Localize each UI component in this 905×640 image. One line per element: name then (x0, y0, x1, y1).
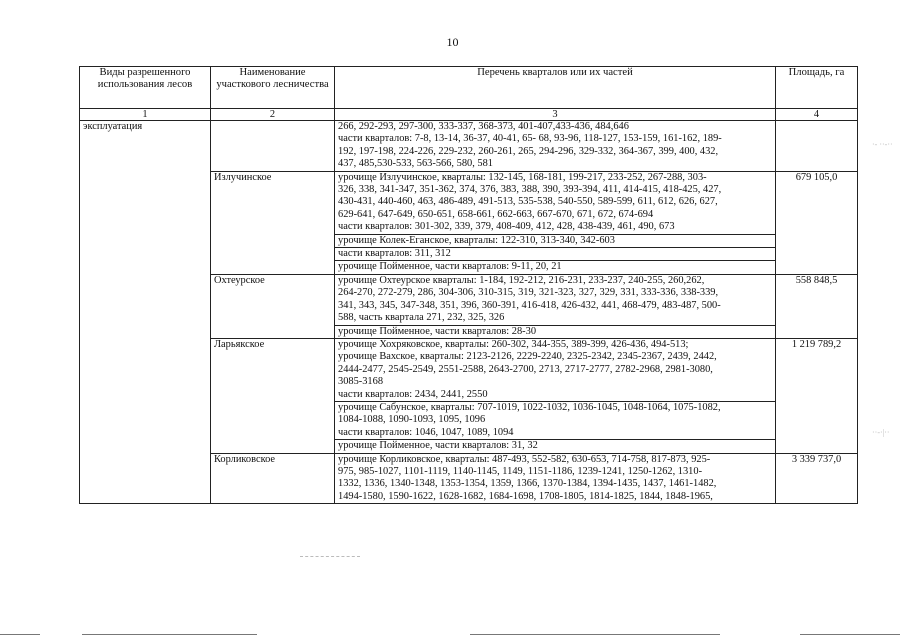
quarters-line: урочище Пойменное, части кварталов: 9-11, 20, 21 (338, 261, 562, 273)
quarters-group (338, 275, 772, 325)
bottom-edge-line (0, 634, 40, 635)
quarters-block (338, 172, 772, 274)
quarters-line: 975, 985-1027, 1101-1119, 1140-1145, 1149, 1151-1186, 1239-1241, 1250-1262, 1310- (338, 465, 703, 477)
column-number: 2 (211, 109, 335, 121)
header-usage-type: Виды разрешенного использования лесов (80, 67, 211, 109)
scan-mark: ·- ··-·· (872, 140, 893, 149)
header-quarters: Перечень кварталов или их частей (335, 67, 776, 109)
bottom-edge-line (82, 634, 257, 635)
quarters-line: урочище Вахское, кварталы: 2123-2126, 2229-2240, 2325-2342, 2345-2367, 2439, 2442, (338, 351, 717, 363)
area-value: 558 848,5 (776, 274, 858, 338)
quarters-line: части кварталов: 301-302, 339, 379, 408-409, 412, 428, 438-439, 461, 490, 673 (338, 221, 675, 233)
quarters-cell (335, 338, 776, 453)
table-row (80, 121, 858, 172)
column-number: 1 (80, 109, 211, 121)
forestry-name: Охтеурское (211, 274, 335, 338)
usage-type-cell: эксплуатация (80, 121, 211, 504)
quarters-line: 341, 343, 345, 347-348, 351, 396, 360-391, 416-418, 426-432, 441, 468-479, 483-487, 500- (338, 299, 721, 311)
quarters-line: 264-270, 272-279, 286, 304-306, 310-315, 319, 321-323, 327, 329, 331, 333-336, 338-339, (338, 287, 719, 299)
area-cell (776, 121, 858, 172)
quarters-line: 588, часть квартала 271, 232, 325, 326 (338, 312, 505, 324)
quarters-line: урочище Охтеурское кварталы: 1-184, 192-212, 216-231, 233-237, 240-255, 260,262, (338, 274, 705, 286)
quarters-cell (335, 274, 776, 338)
quarters-line: 629-641, 647-649, 650-651, 658-661, 662-663, 667-670, 671, 672, 674-694 (338, 208, 654, 220)
column-number: 3 (335, 109, 776, 121)
quarters-group (335, 234, 775, 247)
quarters-line: 266, 292-293, 297-300, 333-337, 368-373, 401-407,433-436, 484,646 (338, 121, 629, 132)
quarters-line: 192, 197-198, 224-226, 229-232, 260-261, 265, 294-296, 329-332, 364-367, 399, 400, 432, (338, 145, 719, 157)
quarters-line: 1494-1580, 1590-1622, 1628-1682, 1684-1698, 1708-1805, 1814-1825, 1844, 1848-1965, (338, 490, 713, 502)
quarters-table (79, 66, 858, 504)
quarters-line: 1084-1088, 1090-1093, 1095, 1096 (338, 414, 486, 426)
page-number: 10 (446, 35, 459, 49)
quarters-line: урочище Пойменное, части кварталов: 31, 32 (338, 440, 538, 452)
table-header-row (80, 67, 858, 109)
quarters-group (338, 172, 772, 234)
quarters-line: урочище Хохряковское, кварталы: 260-302, 344-355, 389-399, 426-436, 494-513; (338, 338, 689, 350)
bottom-edge-line (800, 634, 900, 635)
area-value: 1 219 789,2 (776, 338, 858, 453)
forestry-name-cell (211, 121, 335, 172)
quarters-line: 1332, 1336, 1340-1348, 1353-1354, 1359, 1366, 1370-1384, 1394-1435, 1437, 1461-1482, (338, 478, 717, 490)
quarters-block (338, 275, 772, 338)
forestry-name: Ларьякское (211, 338, 335, 453)
area-value: 3 339 737,0 (776, 453, 858, 504)
column-number: 4 (776, 109, 858, 121)
quarters-line: урочище Излучинское, кварталы: 132-145, 168-181, 199-217, 233-252, 267-288, 303- (338, 171, 707, 183)
quarters-block (338, 121, 772, 171)
area-value: 679 105,0 (776, 171, 858, 274)
quarters-line: урочище Колек-Еганское, кварталы: 122-310, 313-340, 342-603 (338, 234, 615, 246)
scan-mark (300, 556, 360, 557)
quarters-cell (335, 453, 776, 504)
forestry-name: Излучинское (211, 171, 335, 274)
quarters-group (335, 401, 775, 439)
quarters-line: 437, 485,530-533, 563-566, 580, 581 (338, 158, 493, 170)
quarters-line: части кварталов: 7-8, 13-14, 36-37, 40-41, 65- 68, 93-96, 118-127, 153-159, 161-162, 189- (338, 133, 722, 145)
quarters-group (338, 454, 772, 504)
header-forestry: Наименование участкового лесничества (211, 67, 335, 109)
forestry-name: Корликовское (211, 453, 335, 504)
scan-mark: ··-·|·· (872, 428, 890, 437)
quarters-line: урочище Корликовское, кварталы: 487-493, 552-582, 630-653, 714-758, 817-873, 925- (338, 453, 711, 465)
quarters-block (338, 339, 772, 453)
quarters-group (335, 325, 775, 338)
quarters-line: 326, 338, 341-347, 351-362, 374, 376, 383, 388, 390, 393-394, 411, 414-415, 418-425, 427, (338, 184, 722, 196)
quarters-block (338, 454, 772, 504)
column-number-row (80, 109, 858, 121)
quarters-line: урочище Пойменное, части кварталов: 28-30 (338, 325, 537, 337)
quarters-line: части кварталов: 311, 312 (338, 248, 451, 260)
bottom-edge-line (470, 634, 720, 635)
quarters-group (338, 339, 772, 401)
quarters-line: 3085-3168 (338, 376, 384, 388)
quarters-line: части кварталов: 2434, 2441, 2550 (338, 388, 488, 400)
quarters-line: 2444-2477, 2545-2549, 2551-2588, 2643-2700, 2713, 2717-2777, 2782-2968, 2981-3080, (338, 363, 713, 375)
quarters-cell (335, 121, 776, 172)
quarters-line: урочище Сабунское, кварталы: 707-1019, 1022-1032, 1036-1045, 1048-1064, 1075-1082, (338, 401, 721, 413)
quarters-group (335, 439, 775, 452)
quarters-line: 430-431, 440-460, 463, 486-489, 491-513, 535-538, 540-550, 589-599, 611, 612, 626, 627, (338, 196, 718, 208)
quarters-group (335, 260, 775, 273)
quarters-line: части кварталов: 1046, 1047, 1089, 1094 (338, 426, 514, 438)
header-area: Площадь, га (776, 67, 858, 109)
quarters-group (335, 247, 775, 260)
quarters-cell (335, 171, 776, 274)
